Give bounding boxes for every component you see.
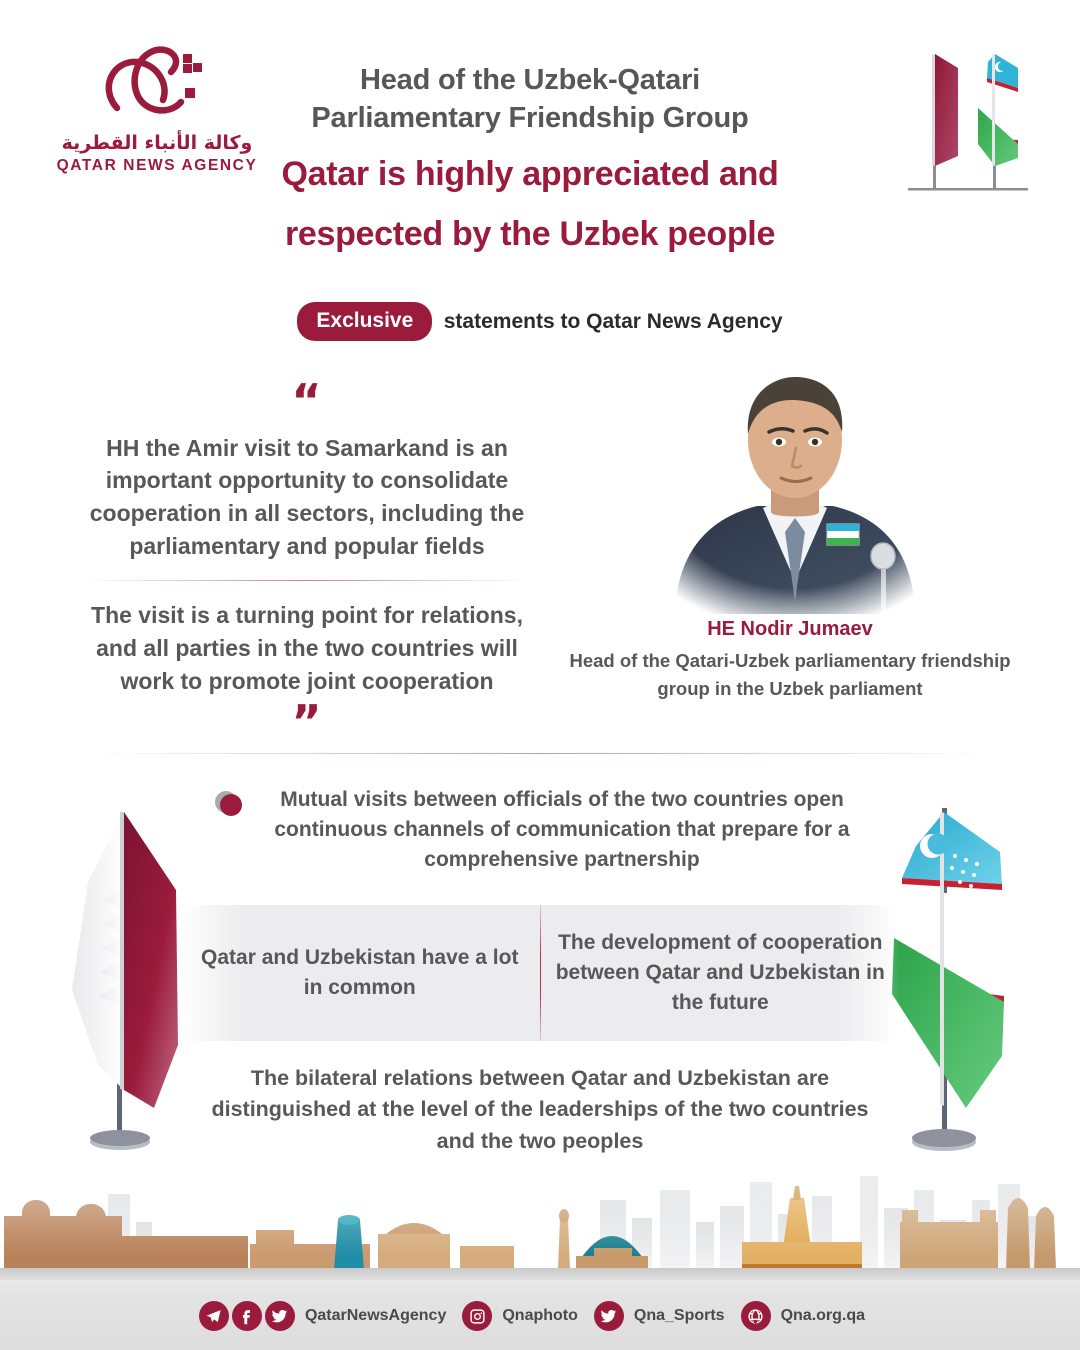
- exclusive-badge: Exclusive: [297, 302, 432, 341]
- headline-line-1: Qatar is highly appreciated and: [281, 154, 779, 193]
- twitter-icon[interactable]: [594, 1301, 624, 1331]
- footer-label-twitter-sports: Qna_Sports: [633, 1307, 725, 1324]
- quote-item-1: HH the Amir visit to Samarkand is an important opportunity to consolidate cooperation in all sectors, including the parliamentary and popular fields: [89, 434, 525, 559]
- exclusive-statement-text: statements to Qatar News Agency: [443, 309, 783, 333]
- quote-divider: [84, 580, 530, 581]
- main-point-text: Mutual visits between officials of the two countries open continuous channels of communication that prepare for a comprehensive partnership: [274, 788, 850, 872]
- speaker-name: HE Nodir Jumaev: [707, 618, 873, 640]
- speaker-portrait-icon: [645, 366, 945, 614]
- qatar-uzbekistan-desk-flags-icon: [892, 48, 1052, 203]
- main-point-row: [205, 785, 877, 876]
- panel-cell-right: [541, 905, 901, 1041]
- header-text: [230, 62, 830, 259]
- exclusive-row: [0, 302, 1080, 341]
- two-column-panel: [180, 905, 900, 1041]
- maroon-dot-bullet-icon: [213, 789, 245, 819]
- facebook-icon[interactable]: [232, 1301, 262, 1331]
- headline-line-2: respected by the Uzbek people: [284, 215, 776, 254]
- logo-english-name: QATAR NEWS AGENCY: [56, 157, 258, 174]
- footer-label-instagram: Qnaphoto: [502, 1307, 578, 1324]
- twitter-icon[interactable]: [265, 1301, 295, 1331]
- kicker-line-1: Head of the Uzbek-Qatari: [359, 64, 701, 96]
- footer-item-instagram[interactable]: [462, 1301, 594, 1331]
- logo-arabic-name: وكالة الأنباء القطرية: [61, 132, 253, 154]
- closing-statement: The bilateral relations between Qatar and Uzbekistan are distinguished at the level of the leaderships of the two countries and the two peoples: [211, 1066, 869, 1153]
- social-footer: [0, 1294, 1080, 1338]
- footer-item-website[interactable]: [741, 1301, 881, 1331]
- panel-left-text: Qatar and Uzbekistan have a lot in common: [201, 946, 519, 999]
- quote-block: [72, 374, 542, 750]
- uzbekistan-flag-stand-icon: [882, 798, 1062, 1170]
- kicker-line-2: Parliamentary Friendship Group: [311, 101, 749, 134]
- footer-item-twitter-main[interactable]: [265, 1301, 462, 1331]
- quote-open-mark: “: [291, 374, 323, 428]
- footer-label-twitter-main: QatarNewsAgency: [304, 1307, 447, 1324]
- footer-item-facebook[interactable]: [232, 1301, 265, 1331]
- footer-item-telegram[interactable]: [199, 1301, 232, 1331]
- qna-atom-logo-icon: [97, 38, 217, 126]
- quote-item-2: The visit is a turning point for relations, and all parties in the two countries will work to promote joint cooperation: [91, 602, 523, 694]
- panel-right-text: The development of cooperation between Qatar and Uzbekistan in the future: [555, 931, 885, 1014]
- speaker-caption: [565, 618, 1015, 703]
- instagram-icon[interactable]: [462, 1301, 492, 1331]
- telegram-icon[interactable]: [199, 1301, 229, 1331]
- footer-label-website: Qna.org.qa: [780, 1307, 866, 1324]
- globe-icon[interactable]: [741, 1301, 771, 1331]
- section-divider: [88, 753, 992, 754]
- footer-item-twitter-sports[interactable]: [594, 1301, 741, 1331]
- panel-cell-left: [180, 905, 540, 1041]
- speaker-role: Head of the Qatari-Uzbek parliamentary friendship group in the Uzbek parliament: [569, 650, 1011, 700]
- quote-close-mark: ”: [291, 695, 323, 750]
